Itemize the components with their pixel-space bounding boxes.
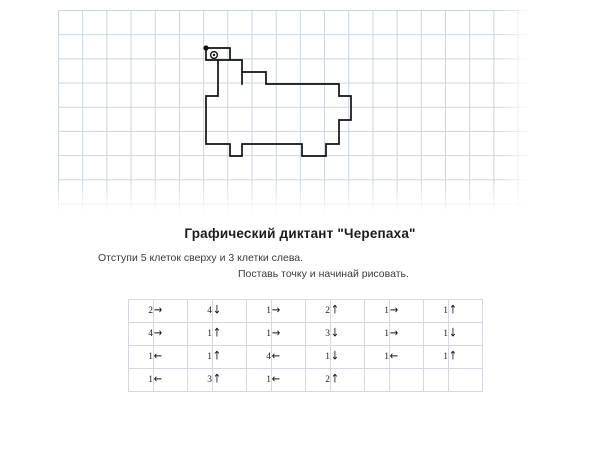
turtle-line-drawing bbox=[58, 10, 543, 222]
step-count-cell: 2 bbox=[306, 300, 331, 323]
arrow-up-icon: ↑ bbox=[213, 346, 247, 369]
step-count-cell: 2 bbox=[129, 300, 154, 323]
arrow-right-icon: → bbox=[154, 323, 188, 346]
arrow-left-icon: ← bbox=[272, 346, 306, 369]
arrow-left-icon: ← bbox=[390, 346, 424, 369]
arrow-right-icon: → bbox=[272, 300, 306, 323]
step-count-cell: 1 bbox=[424, 300, 449, 323]
step-count-cell: 1 bbox=[306, 346, 331, 369]
empty-cell bbox=[390, 369, 424, 392]
step-count-cell: 1 bbox=[247, 323, 272, 346]
step-count-cell: 1 bbox=[424, 346, 449, 369]
step-count-cell: 1 bbox=[129, 369, 154, 392]
arrow-up-icon: ↑ bbox=[331, 369, 365, 392]
arrow-right-icon: → bbox=[390, 300, 424, 323]
step-count-cell: 4 bbox=[129, 323, 154, 346]
step-count-cell: 1 bbox=[188, 346, 213, 369]
arrow-down-icon: ↓ bbox=[331, 346, 365, 369]
arrow-up-icon: ↑ bbox=[213, 369, 247, 392]
step-count-cell: 1 bbox=[188, 323, 213, 346]
start-dot bbox=[203, 45, 208, 50]
arrow-down-icon: ↓ bbox=[449, 323, 483, 346]
arrow-down-icon: ↓ bbox=[213, 300, 247, 323]
page-title: Графический диктант "Черепаха" bbox=[184, 226, 416, 241]
step-count-cell bbox=[424, 369, 449, 392]
arrow-up-icon: ↑ bbox=[449, 346, 483, 369]
step-count-cell: 1 bbox=[424, 323, 449, 346]
step-count-cell: 4 bbox=[247, 346, 272, 369]
step-count-cell: 2 bbox=[306, 369, 331, 392]
instruction-line-2: Поставь точку и начинай рисовать. bbox=[238, 268, 409, 280]
table-row bbox=[129, 323, 483, 346]
step-count-cell: 3 bbox=[306, 323, 331, 346]
table-row bbox=[129, 346, 483, 369]
table-row bbox=[129, 369, 483, 392]
step-count-cell: 3 bbox=[188, 369, 213, 392]
step-count-cell: 1 bbox=[365, 300, 390, 323]
arrow-left-icon: ← bbox=[272, 369, 306, 392]
arrow-left-icon: ← bbox=[154, 369, 188, 392]
arrow-right-icon: → bbox=[390, 323, 424, 346]
step-count-cell: 4 bbox=[188, 300, 213, 323]
step-count-cell bbox=[365, 369, 390, 392]
arrow-right-icon: → bbox=[154, 300, 188, 323]
arrow-up-icon: ↑ bbox=[213, 323, 247, 346]
step-count-cell: 1 bbox=[247, 300, 272, 323]
arrow-down-icon: ↓ bbox=[331, 323, 365, 346]
table-row bbox=[129, 300, 483, 323]
arrow-up-icon: ↑ bbox=[331, 300, 365, 323]
step-count-cell: 1 bbox=[365, 346, 390, 369]
arrow-left-icon: ← bbox=[154, 346, 188, 369]
step-count-cell: 1 bbox=[129, 346, 154, 369]
instruction-line-1: Отступи 5 клеток сверху и 3 клетки слева. bbox=[98, 252, 304, 264]
arrow-up-icon: ↑ bbox=[449, 300, 483, 323]
empty-cell bbox=[449, 369, 483, 392]
arrow-right-icon: → bbox=[272, 323, 306, 346]
step-count-cell: 1 bbox=[365, 323, 390, 346]
dictation-table bbox=[128, 299, 483, 392]
step-count-cell: 1 bbox=[247, 369, 272, 392]
dictation-table-wrapper bbox=[128, 299, 474, 392]
dictation-table-body bbox=[129, 300, 483, 392]
